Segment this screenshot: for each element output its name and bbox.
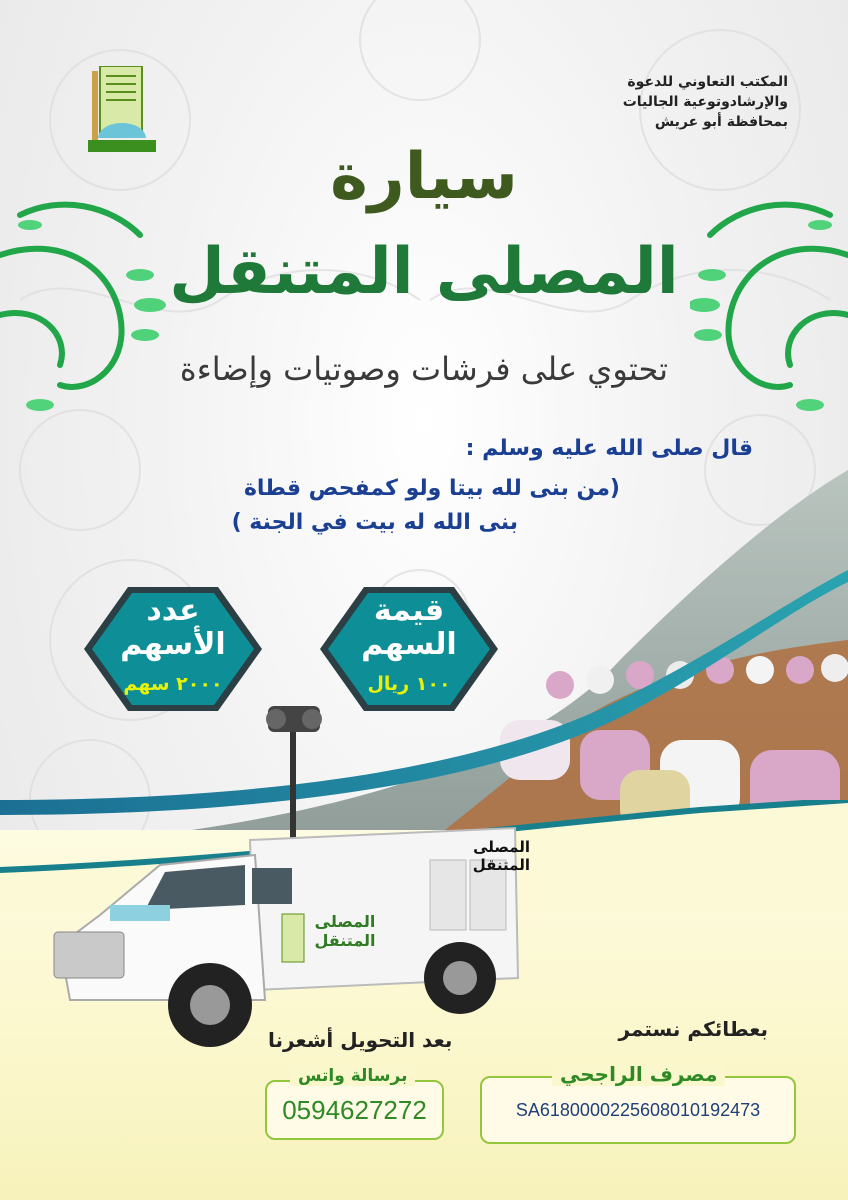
right-ornament [690, 195, 848, 425]
share-value-label-1: قيمة [373, 593, 445, 628]
organization-name [568, 72, 788, 132]
organization-line-1: المكتب التعاوني للدعوة [627, 74, 788, 90]
truck-illustration [40, 700, 530, 1060]
hadith-line-2: (من بنى لله بيتا ولو كمفحص قطاة [243, 476, 620, 501]
mobile-prayer-truck [40, 700, 530, 1060]
truck-door-label [310, 912, 380, 950]
hadith-line-1: قال صلى الله عليه وسلم : [465, 436, 753, 461]
truck-door-label-line-1: المصلى [314, 912, 376, 931]
donation-heading: بعطائكم نستمر [618, 1017, 768, 1041]
left-ornament [0, 195, 170, 425]
title-line-2: المصلى المتنقل [169, 235, 679, 309]
organization-line-3: بمحافظة أبو عريش [654, 114, 788, 130]
hadith-line-3: بنى الله له بيت في الجنة ) [231, 510, 518, 535]
bank-name: مصرف الراجحي [552, 1062, 725, 1086]
organization-line-2: والإرشادوتوعية الجاليات [622, 94, 788, 110]
contact-method: برسالة واتس [290, 1066, 415, 1086]
share-count-amount: ٢٠٠٠ سهم [123, 673, 223, 695]
truck-side-label: المصلى المتنقل [472, 838, 530, 874]
share-count-label-2: الأسهم [120, 627, 226, 662]
subtitle: تحتوي على فرشات وصوتيات وإضاءة [179, 350, 669, 388]
contact-heading: بعد التحويل أشعرنا [268, 1028, 453, 1052]
share-value-label-2: السهم [361, 627, 457, 662]
truck-door-label-line-2: المتنقل [314, 931, 376, 950]
title-line-1: سيارة [330, 140, 518, 214]
iban-number: SA6180000225608010192473 [515, 1099, 761, 1120]
share-value-hexagon [318, 585, 500, 713]
share-count-hexagon [82, 585, 264, 713]
phone-number: 0594627272 [282, 1094, 427, 1125]
share-count-label-1: عدد [146, 593, 200, 628]
share-value-amount: ١٠٠ ريال [367, 673, 451, 695]
iban-box[interactable] [480, 1076, 796, 1144]
phone-box[interactable] [265, 1080, 444, 1140]
